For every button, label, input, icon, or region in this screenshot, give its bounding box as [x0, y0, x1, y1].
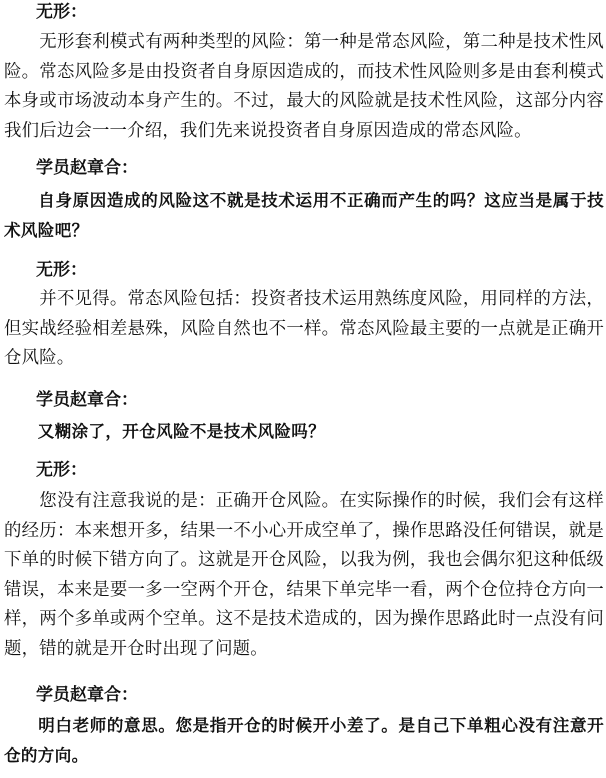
speaker-label: 无形：	[36, 260, 87, 280]
student-paragraph: 自身原因造成的风险这不就是技术运用不正确而产生的吗？这应当是属于技术风险吧？	[4, 191, 604, 240]
speaker-label: 学员赵章合：	[36, 685, 138, 705]
teacher-paragraph: 您没有注意我说的是：正确开仓风险。在实际操作的时候，我们会有这样的经历：本来想开多，结果一不小心开成空单了，操作思路没任何错误，就是下单的时候下错方向了。这就是开仓风险，以我为例，我也会偶尔犯这种低级错误，本来是要一多一空两个开仓，结果下单完毕一看，两个仓位持仓方向一样，两个多单或两个空单。这不是技术造成的，因为操作思路此时一点没有问题，错的就是开仓时出现了问题。	[4, 491, 604, 659]
student-paragraph: 又糊涂了，开仓风险不是技术风险吗？	[4, 422, 326, 441]
speaker-label: 无形：	[36, 460, 87, 480]
speaker-label: 学员赵章合：	[36, 390, 138, 410]
teacher-paragraph: 并不见得。常态风险包括：投资者技术运用熟练度风险，用同样的方法，但实战经验相差悬殊，风险自然也不一样。常态风险最主要的一点就是正确开仓风险。	[4, 289, 604, 369]
speaker-label: 学员赵章合：	[36, 158, 138, 178]
speaker-label: 无形：	[36, 2, 87, 22]
teacher-paragraph: 无形套利模式有两种类型的风险：第一种是常态风险，第二种是技术性风险。常态风险多是由投资者自身原因造成的，而技术性风险则多是由套利模式本身或市场波动本身产生的。不过，最大的风险就是技术性风险，这部分内容我们后边会一一介绍，我们先来说投资者自身原因造成的常态风险。	[4, 32, 604, 141]
student-paragraph: 明白老师的意思。您是指开仓的时候开小差了。是自己下单粗心没有注意开仓的方向。	[4, 716, 604, 765]
